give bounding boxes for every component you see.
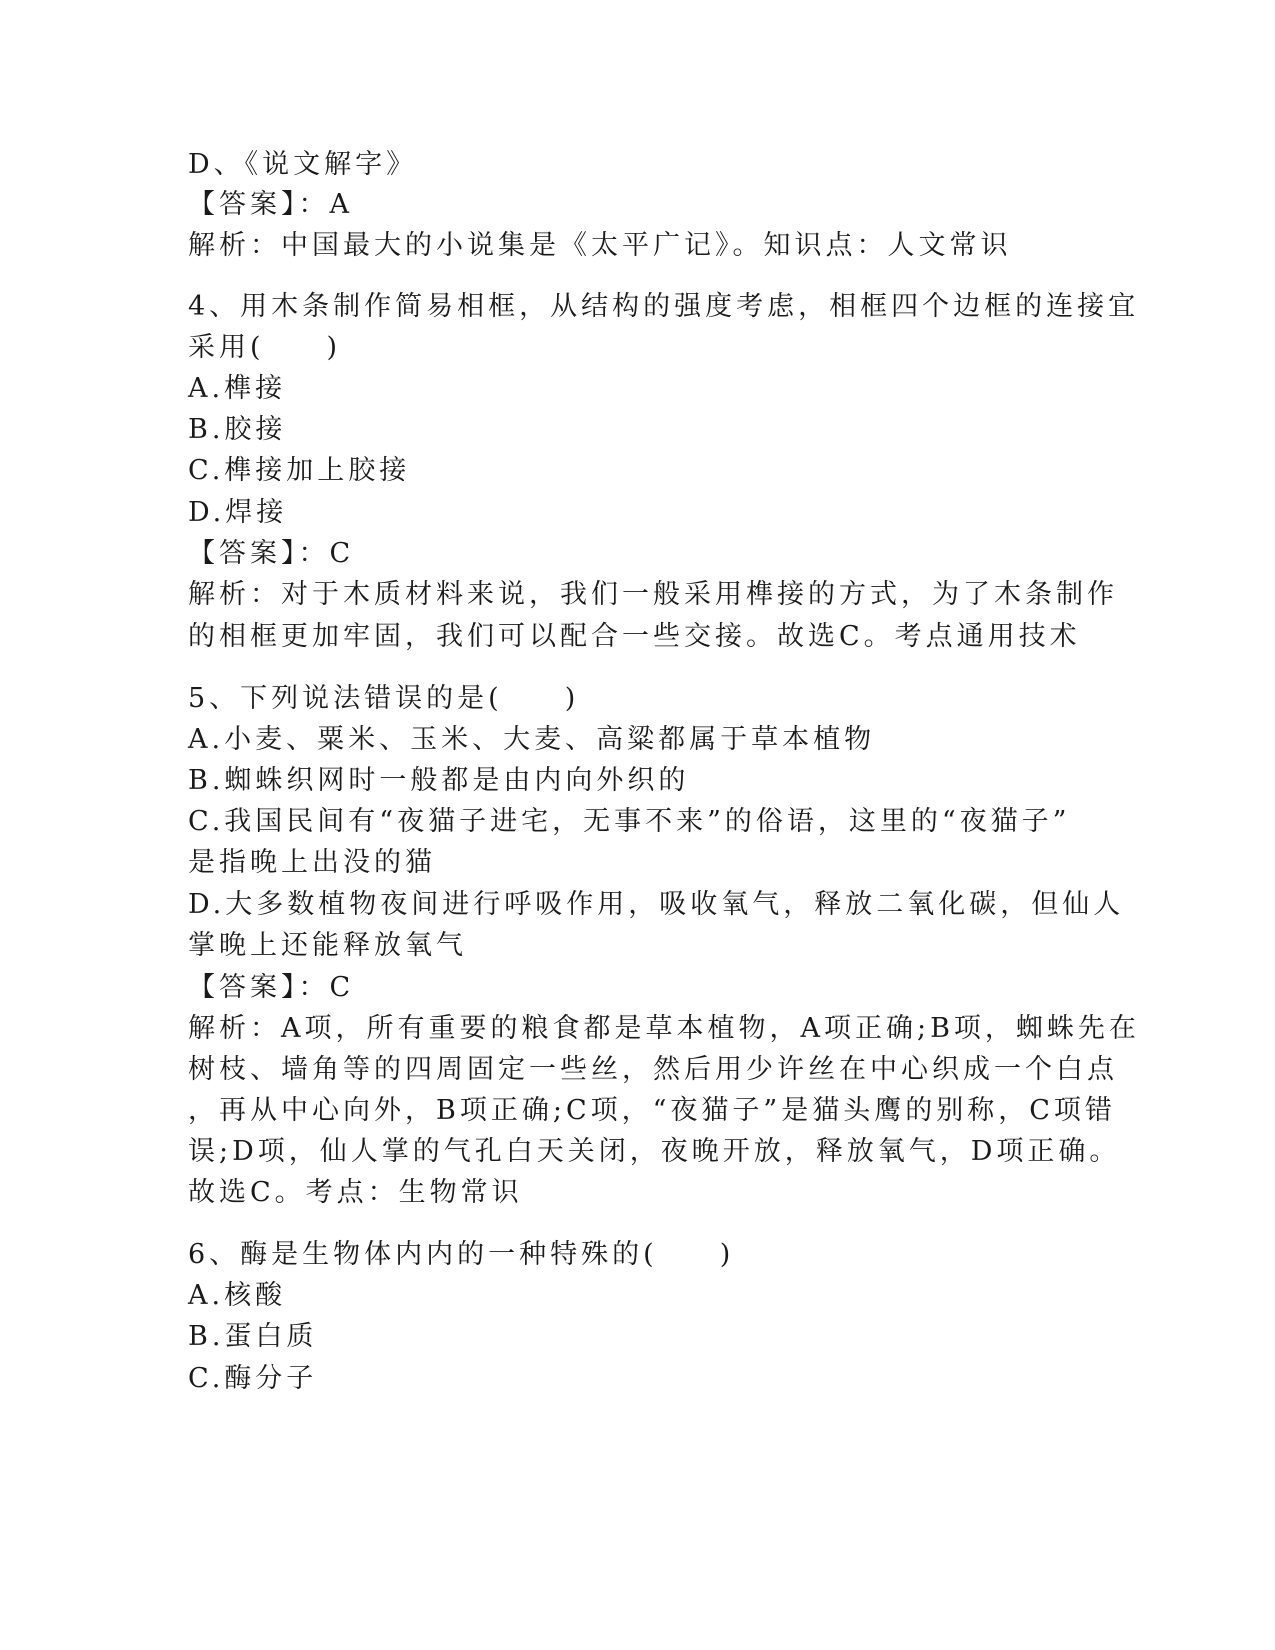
q5-analysis-line4: 误;D项，仙人掌的气孔白天关闭，夜晚开放，释放氧气，D项正确。 bbox=[188, 1136, 1121, 1167]
q4-question-line2: 采用( ) bbox=[188, 332, 342, 363]
q5-option-c-line1: C.我国民间有“夜猫子进宅，无事不来”的俗语，这里的“夜猫子” bbox=[188, 806, 1071, 837]
q5-option-d-line1: D.大多数植物夜间进行呼吸作用，吸收氧气，释放二氧化碳，但仙人 bbox=[188, 889, 1125, 920]
q4-analysis-line2: 的相框更加牢固，我们可以配合一些交接。故选C。考点通用技术 bbox=[188, 621, 1081, 652]
q3-analysis: 解析：中国最大的小说集是《太平广记》。知识点：人文常识 bbox=[188, 230, 1012, 261]
q5-option-b: B.蜘蛛织网时一般都是由内向外织的 bbox=[188, 765, 690, 796]
q4-option-d: D.焊接 bbox=[188, 497, 288, 528]
q3-answer: 【答案】：A bbox=[188, 189, 353, 220]
q5-option-d-line2: 掌晚上还能释放氧气 bbox=[188, 930, 467, 961]
q5-option-a: A.小麦、粟米、玉米、大麦、高粱都属于草本植物 bbox=[188, 724, 876, 755]
q5-analysis-line1: 解析：A项，所有重要的粮食都是草本植物，A项正确;B项，蜘蛛先在 bbox=[188, 1013, 1140, 1044]
q4-option-b: B.胶接 bbox=[188, 414, 287, 445]
q4-analysis-line1: 解析：对于木质材料来说，我们一般采用榫接的方式，为了木条制作 bbox=[188, 579, 1118, 610]
q5-question: 5、下列说法错误的是( ) bbox=[188, 683, 580, 714]
q6-option-b: B.蛋白质 bbox=[188, 1321, 318, 1352]
q5-answer: 【答案】：C bbox=[188, 972, 355, 1003]
q3-option-d: D、《说文解字》 bbox=[188, 149, 418, 180]
q4-option-a: A.榫接 bbox=[188, 373, 287, 404]
q4-option-c: C.榫接加上胶接 bbox=[188, 455, 411, 486]
q5-analysis-line3: ，再从中心向外，B项正确;C项，“夜猫子”是猫头鹰的别称，C项错 bbox=[188, 1095, 1116, 1126]
q5-analysis-line5: 故选C。考点：生物常识 bbox=[188, 1177, 523, 1208]
q4-answer: 【答案】：C bbox=[188, 538, 355, 569]
q6-option-a: A.核酸 bbox=[188, 1280, 287, 1311]
q6-question: 6、酶是生物体内内的一种特殊的( ) bbox=[188, 1239, 735, 1270]
q4-question-line1: 4、用木条制作简易相框，从结构的强度考虑，相框四个边框的连接宜 bbox=[188, 291, 1140, 322]
q5-option-c-line2: 是指晚上出没的猫 bbox=[188, 847, 436, 878]
q6-option-c: C.酶分子 bbox=[188, 1363, 318, 1394]
q5-analysis-line2: 树枝、墙角等的四周固定一些丝，然后用少许丝在中心织成一个白点 bbox=[188, 1054, 1118, 1085]
